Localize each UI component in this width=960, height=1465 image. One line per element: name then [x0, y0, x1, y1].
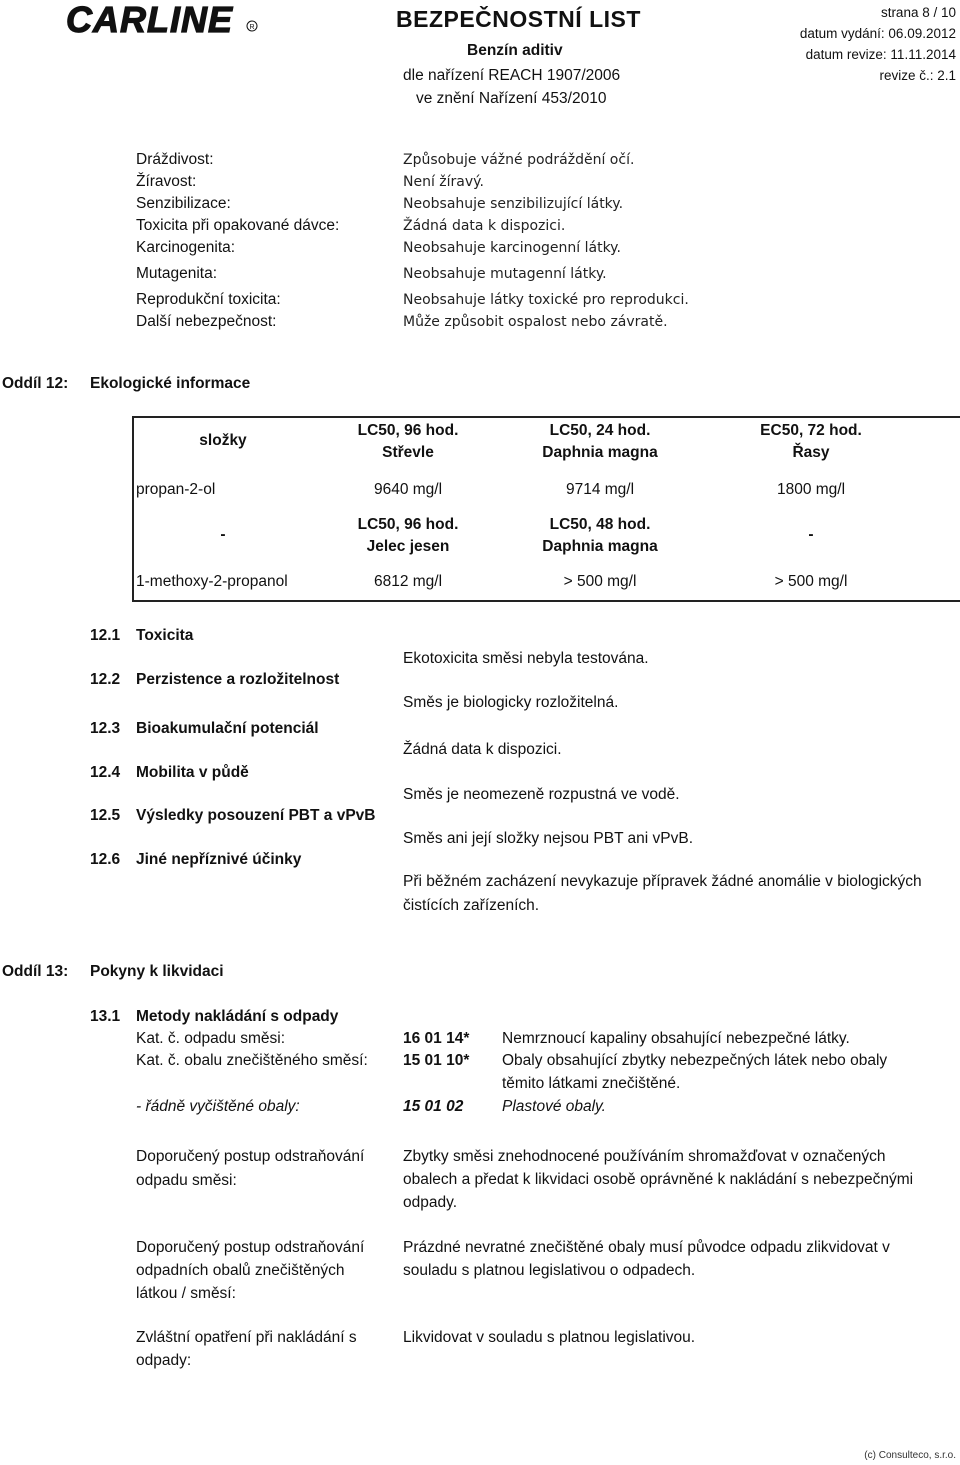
note-label-line: odpadu směsi: — [136, 1172, 237, 1189]
subsection-label: Toxicita — [136, 627, 194, 644]
subsection-num: 12.1 — [90, 627, 121, 644]
subsection-num: 12.5 — [90, 807, 121, 824]
waste-label: Kat. č. odpadu směsi: — [136, 1030, 286, 1047]
page-number: strana 8 / 10 — [880, 5, 956, 20]
waste-code: 15 01 02 — [403, 1098, 464, 1115]
tox-property-labels — [136, 149, 339, 333]
section-13-number: Oddíl 13: — [2, 963, 69, 980]
revision-number: revize č.: 2.1 — [879, 68, 956, 83]
header-line: Daphnia magna — [542, 538, 658, 555]
subsection-label: Výsledky posouzení PBT a vPvB — [136, 807, 376, 824]
property-label: Reprodukční toxicita: — [136, 291, 281, 308]
note-label-line: Zvláštní opatření při nakládání s — [136, 1329, 357, 1346]
property-value: Žádná data k dispozici. — [403, 218, 566, 234]
property-label: Toxicita při opakované dávce: — [136, 217, 340, 234]
subsection-text: Směs ani její složky nejsou PBT ani vPvB. — [403, 830, 694, 847]
property-value: Není žíravý. — [403, 174, 484, 190]
table-cell: > 500 mg/l — [774, 573, 848, 590]
table-cell: 9714 mg/l — [565, 481, 635, 498]
table-cell: 1800 mg/l — [776, 481, 846, 498]
table-dash: - — [220, 526, 226, 543]
property-label: Další nebezpečnost: — [136, 313, 277, 330]
table-col-header: složky — [199, 432, 247, 449]
waste-desc: těmito látkami znečištěné. — [502, 1075, 681, 1092]
section-12-title: Ekologické informace — [90, 375, 251, 392]
header-line: Daphnia magna — [542, 444, 658, 461]
note-label — [136, 1326, 357, 1372]
header-line: Střevle — [382, 444, 434, 461]
header-line: LC50, 96 hod. — [357, 422, 459, 439]
regulation-line-1: dle nařízení REACH 1907/2006 — [403, 67, 621, 84]
subsection-label: Bioakumulační potenciál — [136, 720, 319, 737]
note-label — [136, 1145, 364, 1193]
waste-desc: Nemrznoucí kapaliny obsahující nebezpečné látky. — [502, 1030, 850, 1047]
property-value: Neobsahuje senzibilizující látky. — [403, 196, 624, 212]
note-label-line: odpadních obalů znečištěných — [136, 1262, 345, 1279]
svg-text:CARLINE: CARLINE — [66, 0, 233, 40]
header-line: Jelec jesen — [366, 538, 450, 555]
subsection-label: Perzistence a rozložitelnost — [136, 671, 340, 688]
header-line: LC50, 48 hod. — [549, 516, 651, 533]
waste-label: - řádně vyčištěné obaly: — [136, 1098, 300, 1115]
subsection-num: 13.1 — [90, 1008, 121, 1025]
issue-date: datum vydání: 06.09.2012 — [799, 26, 956, 41]
section-13-title: Pokyny k likvidaci — [90, 963, 224, 980]
waste-code: 15 01 10* — [403, 1052, 470, 1069]
property-label: Karcinogenita: — [136, 239, 236, 256]
property-label: Dráždivost: — [136, 151, 214, 168]
note-label — [136, 1236, 364, 1305]
ecotox-table — [132, 416, 960, 602]
subsection-label: Mobilita v půdě — [136, 764, 249, 781]
note-label-line: Doporučený postup odstraňování — [136, 1148, 365, 1165]
tox-property-values — [403, 149, 689, 333]
property-value: Neobsahuje karcinogenní látky. — [403, 240, 621, 256]
note-label-line: Doporučený postup odstraňování — [136, 1239, 365, 1256]
property-value: Způsobuje vážné podráždění očí. — [403, 152, 635, 168]
property-value: Může způsobit ospalost nebo závratě. — [403, 314, 668, 330]
table-header-cell — [312, 514, 504, 558]
regulation-line-2: ve znění Nařízení 453/2010 — [416, 90, 607, 107]
note-text-line: Prázdné nevratné znečištěné obaly musí původce odpadu zlikvidovat v — [403, 1239, 890, 1256]
subsection-text: čistících zařízeních. — [403, 897, 540, 914]
property-label: Mutagenita: — [136, 265, 217, 282]
document-title: BEZPEČNOSTNÍ LIST — [396, 6, 641, 32]
table-cell: 6812 mg/l — [373, 573, 443, 590]
section-12-number: Oddíl 12: — [2, 375, 69, 392]
subsection-text: Směs je neomezeně rozpustná ve vodě. — [403, 786, 680, 803]
subsection-text: Žádná data k dispozici. — [403, 741, 562, 758]
note-label-line: odpady: — [136, 1352, 192, 1369]
note-label-line: látkou / směsí: — [136, 1285, 236, 1302]
subsection-num: 12.4 — [90, 764, 121, 781]
property-label: Senzibilizace: — [136, 195, 231, 212]
revision-date: datum revize: 11.11.2014 — [805, 47, 956, 62]
waste-code: 16 01 14* — [403, 1030, 470, 1047]
note-text-line: obalech a předat k likvidaci osobě oprávněné k nakládání s nebezpečnými — [403, 1171, 914, 1188]
note-text-line: Likvidovat v souladu s platnou legislativou. — [403, 1329, 696, 1346]
svg-text:R: R — [249, 24, 255, 31]
product-name: Benzín aditiv — [467, 42, 563, 59]
header-line: LC50, 24 hod. — [549, 422, 651, 439]
table-dash: - — [808, 526, 814, 543]
subsection-label: Jiné nepříznivé účinky — [136, 851, 302, 868]
table-cell: 9640 mg/l — [373, 481, 443, 498]
table-header-cell — [312, 420, 504, 464]
note-text-line: odpady. — [403, 1194, 458, 1211]
table-header-cell — [696, 420, 926, 464]
subsection-text: Směs je biologicky rozložitelná. — [403, 694, 619, 711]
subsection-num: 12.2 — [90, 671, 121, 688]
subsection-text: Při běžném zacházení nevykazuje přípravek žádné anomálie v biologických — [403, 873, 922, 890]
table-row-name: propan-2-ol — [136, 481, 216, 498]
header-line: EC50, 72 hod. — [760, 422, 862, 439]
table-cell: > 500 mg/l — [563, 573, 637, 590]
waste-desc: Obaly obsahující zbytky nebezpečných látek nebo obaly — [502, 1052, 888, 1069]
table-header-cell — [504, 420, 696, 464]
header-line: LC50, 96 hod. — [357, 516, 459, 533]
subsection-label: Metody nakládání s odpady — [136, 1008, 339, 1025]
note-text-line: souladu s platnou legislativou o odpadech. — [403, 1262, 696, 1279]
note-text-line: Zbytky směsi znehodnocené používáním shromažďovat v označených — [403, 1148, 886, 1165]
property-label: Žíravost: — [136, 173, 197, 190]
header-line: Řasy — [792, 444, 830, 461]
waste-label: Kat. č. obalu znečištěného směsí: — [136, 1052, 368, 1069]
carline-logo — [66, 0, 260, 40]
subsection-num: 12.3 — [90, 720, 121, 737]
waste-desc: Plastové obaly. — [502, 1098, 606, 1115]
table-header-cell — [504, 514, 696, 558]
note-text — [403, 1145, 913, 1214]
subsection-text: Ekotoxicita směsi nebyla testována. — [403, 650, 649, 667]
page-meta — [800, 2, 956, 86]
table-row-name: 1-methoxy-2-propanol — [136, 573, 288, 590]
property-value: Neobsahuje mutagenní látky. — [403, 266, 607, 282]
note-text — [403, 1236, 890, 1282]
property-value: Neobsahuje látky toxické pro reprodukci. — [403, 292, 689, 308]
footer-copyright: (c) Consulteco, s.r.o. — [864, 1450, 956, 1461]
note-text — [403, 1326, 695, 1349]
subsection-num: 12.6 — [90, 851, 121, 868]
